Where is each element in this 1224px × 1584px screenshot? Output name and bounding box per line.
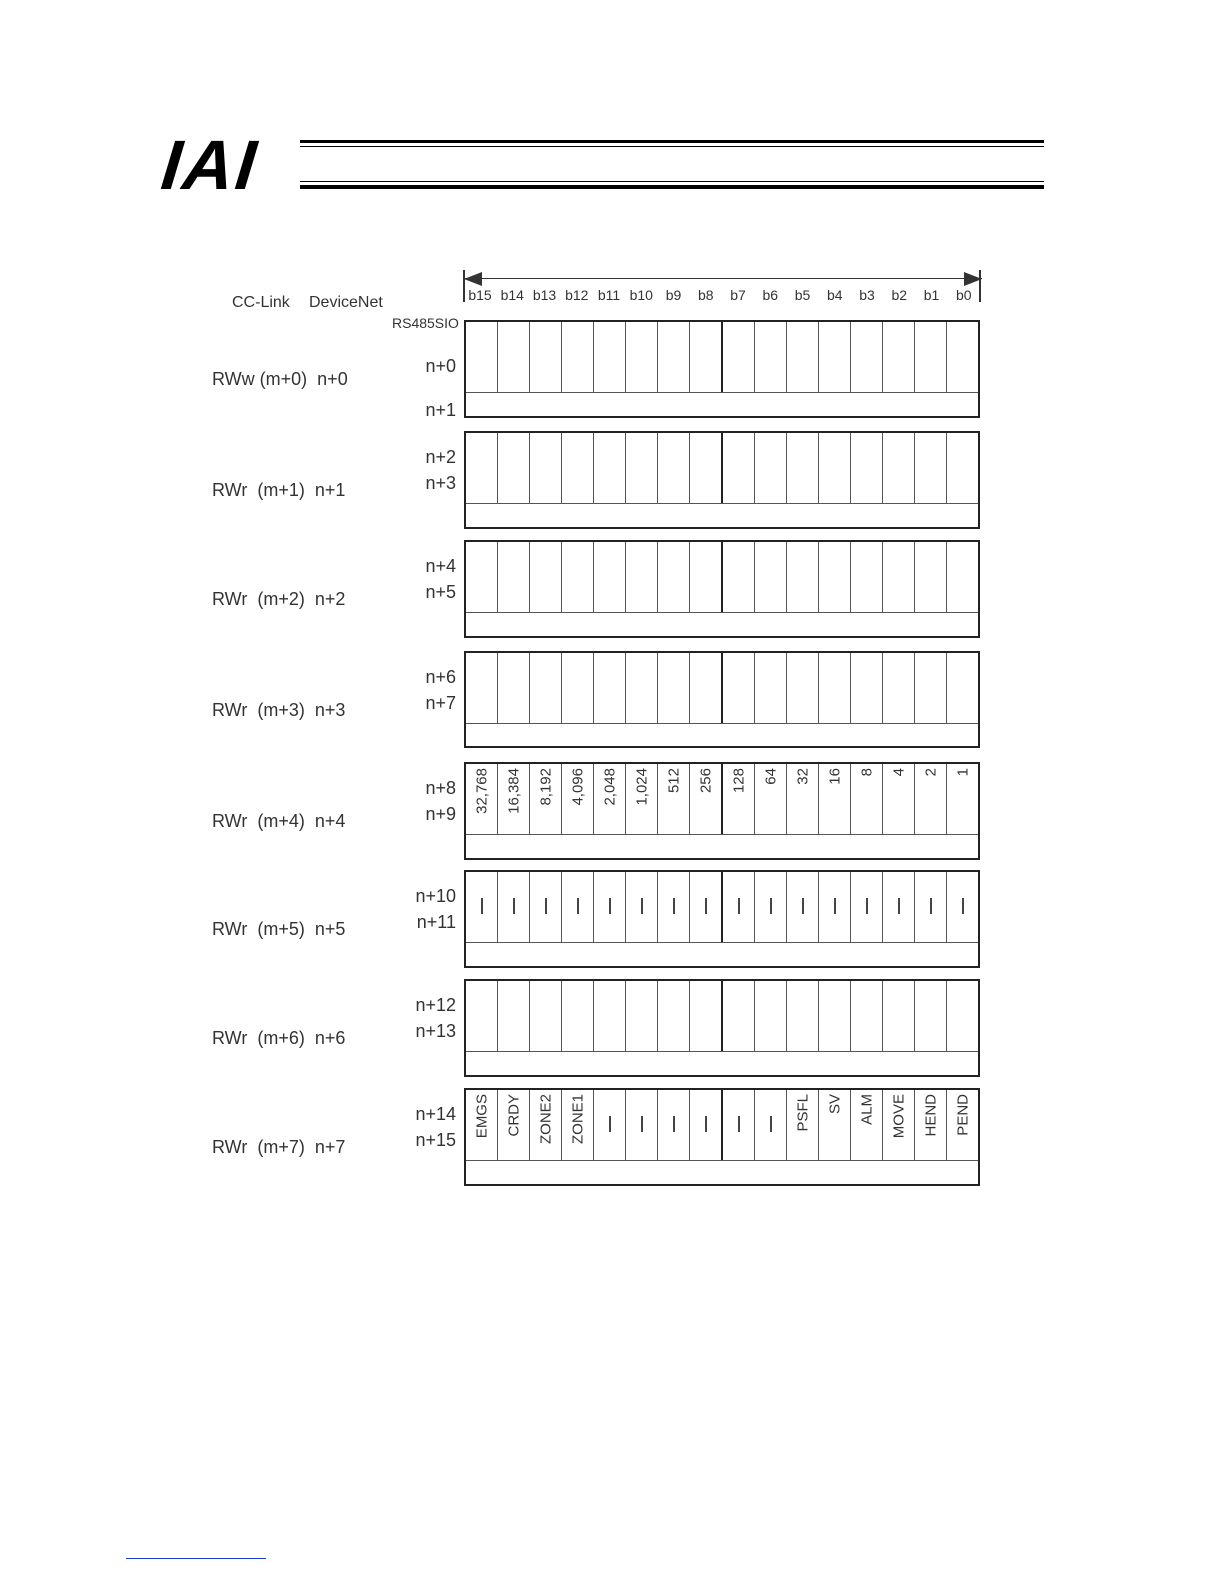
bit-cell	[723, 1090, 755, 1160]
bit-cell	[690, 322, 723, 392]
bit-cell	[947, 653, 978, 723]
register-lower-word	[466, 1160, 978, 1184]
bit-cell	[787, 872, 819, 942]
bit-cell	[530, 872, 562, 942]
bit-cell	[562, 872, 594, 942]
devicenet-column-header: DeviceNet	[309, 294, 383, 311]
register-block	[464, 762, 980, 860]
bit-header-b12: b12	[565, 287, 589, 303]
bit-cell	[723, 433, 755, 503]
rs485-address: n+6	[425, 667, 456, 687]
rs485-address: n+11	[416, 912, 456, 932]
register-block	[464, 870, 980, 968]
register-label: RWr (m+1) n+1	[212, 480, 346, 500]
bit-cell	[562, 433, 594, 503]
rs485-address: n+14	[415, 1104, 456, 1124]
bit-cell	[947, 981, 978, 1051]
bit-cell	[755, 653, 787, 723]
bit-cell	[594, 542, 626, 612]
bit-cell	[883, 764, 915, 834]
bit-cell	[498, 653, 530, 723]
bit-cell-label: 8	[858, 768, 875, 777]
bit-cell	[690, 764, 723, 834]
bit-header-b3: b3	[859, 287, 875, 303]
bit-header-b14: b14	[500, 287, 524, 303]
bit-cell	[562, 764, 594, 834]
reserved-bit-mark	[513, 898, 515, 914]
bit-cell	[658, 653, 690, 723]
reserved-bit-mark	[738, 898, 740, 914]
bit-cell	[626, 542, 658, 612]
cclink-column-header: CC-Link	[232, 294, 290, 311]
bit-cell	[594, 322, 626, 392]
bit-cell	[658, 872, 690, 942]
header-rule-mid	[300, 146, 1044, 147]
reserved-bit-mark	[609, 1116, 611, 1132]
bit-cell	[658, 542, 690, 612]
bit-cell	[626, 653, 658, 723]
bit-cell-label: 1,024	[633, 768, 650, 806]
bit-cell	[626, 322, 658, 392]
bit-cell	[787, 322, 819, 392]
bit-cell	[466, 872, 498, 942]
rs485-address: n+0	[425, 356, 456, 376]
register-block	[464, 651, 980, 748]
bit-cell-label: CRDY	[505, 1094, 522, 1137]
bit-cell	[594, 433, 626, 503]
register-lower-word	[466, 612, 978, 636]
bit-cell	[723, 981, 755, 1051]
bit-cell	[819, 981, 851, 1051]
reserved-bit-mark	[866, 898, 868, 914]
register-lower-word	[466, 1051, 978, 1075]
bit-cell	[498, 433, 530, 503]
reserved-bit-mark	[577, 898, 579, 914]
bit-cell	[658, 764, 690, 834]
arrow-left-icon	[464, 272, 482, 286]
bit-cell	[626, 981, 658, 1051]
bit-cell	[690, 653, 723, 723]
bit-header-b1: b1	[923, 287, 940, 303]
bit-cell	[819, 542, 851, 612]
register-label: RWr (m+2) n+2	[212, 589, 346, 609]
bit-cell	[530, 764, 562, 834]
rs485-address: n+12	[415, 995, 456, 1015]
register-lower-word	[466, 834, 978, 858]
reserved-bit-mark	[481, 898, 483, 914]
bit-header-b13: b13	[532, 287, 557, 303]
rs485-address: n+7	[425, 693, 456, 713]
bit-cell	[530, 542, 562, 612]
bit-cell	[883, 433, 915, 503]
bit-cell	[658, 981, 690, 1051]
register-label: RWr (m+3) n+3	[212, 700, 346, 720]
bit-cell	[819, 1090, 851, 1160]
bit-cell	[883, 872, 915, 942]
bit-cell	[851, 542, 883, 612]
bit-cell	[594, 764, 626, 834]
bit-cell	[851, 653, 883, 723]
bit-cell	[947, 433, 978, 503]
bit-cell	[947, 1090, 978, 1160]
bit-cell	[658, 322, 690, 392]
bit-cell	[626, 764, 658, 834]
bit-cell	[626, 1090, 658, 1160]
register-label: RWr (m+6) n+6	[212, 1028, 346, 1048]
bit-cell	[787, 1090, 819, 1160]
rs485-address: n+1	[425, 400, 456, 420]
bit-cell-label: 512	[665, 768, 682, 794]
bit-cell	[787, 981, 819, 1051]
bit-cell	[851, 981, 883, 1051]
bit-cell-label: 256	[697, 768, 714, 794]
bit-cell	[562, 322, 594, 392]
bit-cell	[658, 1090, 690, 1160]
reserved-bit-mark	[770, 898, 772, 914]
rs485-address: n+8	[425, 778, 456, 798]
bit-cell	[819, 322, 851, 392]
bit-cell-label: 1	[954, 768, 971, 777]
bit-cell	[787, 433, 819, 503]
bit-cell	[819, 872, 851, 942]
bit-header-b9: b9	[665, 287, 682, 303]
bit-cell	[755, 872, 787, 942]
reserved-bit-mark	[930, 898, 932, 914]
bit-cell	[466, 981, 498, 1051]
bit-header-b15: b15	[468, 287, 492, 303]
bit-cell-label: ZONE2	[537, 1094, 554, 1145]
bit-cell	[883, 322, 915, 392]
bit-cell	[466, 1090, 498, 1160]
bit-header-b7: b7	[730, 287, 746, 303]
reserved-bit-mark	[641, 898, 643, 914]
bit-cell	[723, 542, 755, 612]
bit-cell-label: PSFL	[794, 1094, 811, 1132]
reserved-bit-mark	[962, 898, 964, 914]
bit-cell	[562, 542, 594, 612]
bit-cell	[498, 1090, 530, 1160]
bit-cell-label: 16	[826, 768, 843, 785]
reserved-bit-mark	[802, 898, 804, 914]
bit-cell	[755, 981, 787, 1051]
bit-cell	[626, 872, 658, 942]
bit-cell-label: 4	[890, 768, 907, 777]
bit-cell	[498, 764, 530, 834]
reserved-bit-mark	[705, 898, 707, 914]
bit-cell	[723, 322, 755, 392]
bit-header-b0: b0	[955, 287, 972, 303]
bit-cell	[690, 542, 723, 612]
bit-cell	[787, 764, 819, 834]
bit-cell	[915, 322, 947, 392]
reserved-bit-mark	[834, 898, 836, 914]
bit-cell	[947, 872, 978, 942]
register-label: RWw (m+0) n+0	[212, 369, 348, 389]
bit-cell	[819, 433, 851, 503]
bit-cell	[787, 653, 819, 723]
reserved-bit-mark	[898, 898, 900, 914]
bit-cell	[498, 322, 530, 392]
register-block	[464, 431, 980, 529]
bit-header-b11: b11	[597, 287, 621, 303]
reserved-bit-mark	[641, 1116, 643, 1132]
register-block	[464, 540, 980, 638]
bit-cell	[755, 433, 787, 503]
reserved-bit-mark	[673, 1116, 675, 1132]
bit-cell	[851, 764, 883, 834]
bit-cell-label: PEND	[954, 1094, 971, 1136]
bit-cell	[530, 1090, 562, 1160]
register-lower-word	[466, 503, 978, 527]
bit-cell	[947, 764, 978, 834]
register-lower-word	[466, 392, 978, 416]
bit-cell	[851, 322, 883, 392]
company-logo: IAI	[157, 126, 262, 204]
bit-cell-label: ZONE1	[569, 1094, 586, 1145]
reserved-bit-mark	[770, 1116, 772, 1132]
bit-cell	[466, 433, 498, 503]
register-label: RWr (m+7) n+7	[212, 1137, 346, 1157]
bit-cell	[915, 653, 947, 723]
bit-cell	[466, 542, 498, 612]
bit-cell	[530, 433, 562, 503]
bit-cell-label: HEND	[922, 1094, 939, 1137]
bit-cell-label: 128	[730, 768, 747, 794]
reserved-bit-mark	[673, 898, 675, 914]
register-label: RWr (m+5) n+5	[212, 919, 346, 939]
bit-cell	[755, 764, 787, 834]
bit-cell	[883, 981, 915, 1051]
rs485-address: n+5	[425, 582, 456, 602]
bit-cell	[723, 653, 755, 723]
bit-cell-label: 32,768	[473, 768, 490, 814]
bit-cell-label: ALM	[858, 1094, 875, 1125]
header-rule-bottom-thin	[300, 181, 1044, 182]
bit-cell-label: SV	[826, 1094, 843, 1115]
rs485-column-header: RS485SIO	[392, 315, 459, 331]
bit-cell	[851, 433, 883, 503]
bit-cell	[690, 433, 723, 503]
bit-cell-label: 16,384	[505, 768, 522, 814]
bit-header-b4: b4	[826, 287, 843, 303]
bit-cell	[466, 764, 498, 834]
rs485-address: n+2	[425, 447, 456, 467]
bit-cell	[883, 542, 915, 612]
register-block	[464, 320, 980, 418]
bit-cell	[851, 872, 883, 942]
bit-cell	[594, 872, 626, 942]
bit-cell	[594, 1090, 626, 1160]
bit-cell-label: 32	[794, 768, 811, 785]
bit-cell-label: EMGS	[473, 1094, 490, 1139]
bit-cell	[498, 542, 530, 612]
bit-cell	[626, 433, 658, 503]
bit-cell-label: 2,048	[601, 768, 618, 806]
bit-cell	[755, 322, 787, 392]
rs485-address: n+4	[425, 556, 456, 576]
bit-cell-label: 4,096	[569, 768, 586, 806]
bit-cell	[915, 764, 947, 834]
bit-cell-label: MOVE	[890, 1094, 907, 1139]
arrow-right-icon	[964, 272, 982, 286]
bit-cell	[755, 542, 787, 612]
bit-cell	[466, 653, 498, 723]
register-block	[464, 979, 980, 1077]
bit-cell	[851, 1090, 883, 1160]
bit-cell	[883, 653, 915, 723]
bit-cell	[530, 981, 562, 1051]
register-label: RWr (m+4) n+4	[212, 811, 346, 831]
bit-cell	[819, 764, 851, 834]
bit-cell	[690, 981, 723, 1051]
bit-cell-label: 64	[762, 768, 779, 785]
bit-cell	[915, 542, 947, 612]
bit-cell	[883, 1090, 915, 1160]
bit-cell	[819, 653, 851, 723]
register-lower-word	[466, 723, 978, 746]
bit-cell	[755, 1090, 787, 1160]
reserved-bit-mark	[738, 1116, 740, 1132]
bit-cell	[690, 1090, 723, 1160]
bit-cell	[562, 653, 594, 723]
bit-cell	[915, 981, 947, 1051]
header-rule-bottom	[300, 185, 1044, 189]
bit-cell	[915, 433, 947, 503]
bit-cell	[594, 653, 626, 723]
bit-cell	[947, 322, 978, 392]
bit-cell-label: 8,192	[537, 768, 554, 806]
bit-cell-label: 2	[922, 768, 939, 777]
bit-cell	[723, 764, 755, 834]
rs485-address: n+3	[425, 473, 456, 493]
bit-cell	[530, 322, 562, 392]
rs485-address: n+15	[415, 1130, 456, 1150]
register-block	[464, 1088, 980, 1186]
reserved-bit-mark	[705, 1116, 707, 1132]
bit-cell	[498, 981, 530, 1051]
bit-cell	[723, 872, 755, 942]
bit-cell	[530, 653, 562, 723]
bit-cell	[466, 322, 498, 392]
bit-cell	[562, 1090, 594, 1160]
bit-header-b2: b2	[891, 287, 908, 303]
rs485-address: n+9	[425, 804, 456, 824]
bit-cell	[787, 542, 819, 612]
bit-header-b6: b6	[762, 287, 779, 303]
rs485-address: n+13	[415, 1021, 456, 1041]
register-lower-word	[466, 942, 978, 966]
bit-header-b5: b5	[794, 287, 811, 303]
bit-header-b8: b8	[697, 287, 714, 303]
bit-cell	[915, 1090, 947, 1160]
bit-cell	[498, 872, 530, 942]
bit-cell	[690, 872, 723, 942]
header-rule-top	[300, 140, 1044, 143]
rs485-address: n+10	[415, 886, 456, 906]
bit-cell	[947, 542, 978, 612]
footer-link-underline	[126, 1558, 266, 1559]
bit-header-b10: b10	[629, 287, 653, 303]
reserved-bit-mark	[609, 898, 611, 914]
bit-range-line	[464, 278, 982, 279]
bit-cell	[562, 981, 594, 1051]
bit-cell	[915, 872, 947, 942]
reserved-bit-mark	[545, 898, 547, 914]
bit-cell	[594, 981, 626, 1051]
bit-cell	[658, 433, 690, 503]
